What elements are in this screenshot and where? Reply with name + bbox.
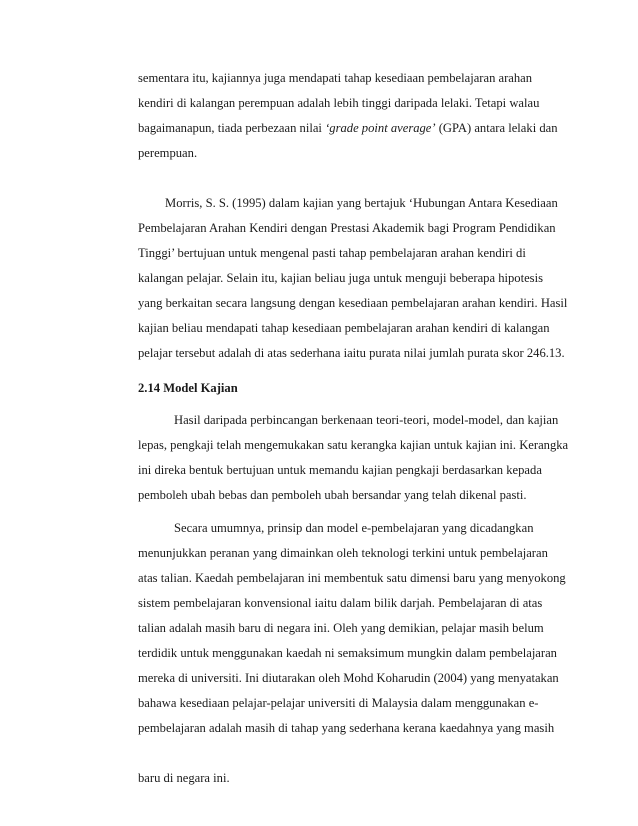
paragraph-2-line-2: Pembelajaran Arahan Kendiri dengan Prestasi Akademik bagi Program Pendidikan [138, 221, 556, 235]
paragraph-2-line-1: Morris, S. S. (1995) dalam kajian yang bertajuk ‘Hubungan Antara Kesediaan [165, 196, 558, 210]
paragraph-4-line-4: sistem pembelajaran konvensional iaitu dalam bilik darjah. Pembelajaran di atas [138, 596, 543, 610]
paragraph-1-line-1: sementara itu, kajiannya juga mendapati tahap kesediaan pembelajaran arahan [138, 71, 533, 85]
paragraph-4-line-3: atas talian. Kaedah pembelajaran ini membentuk satu dimensi baru yang menyokong [138, 571, 566, 585]
paragraph-1-line-2: kendiri di kalangan perempuan adalah lebih tinggi daripada lelaki. Tetapi walau [138, 96, 540, 110]
paragraph-1-line-3-text: bagaimanapun, tiada perbezaan nilai [138, 121, 326, 135]
paragraph-2-line-4: kalangan pelajar. Selain itu, kajian beliau juga untuk menguji beberapa hipotesis [138, 271, 543, 285]
paragraph-4-line-10: baru di negara ini. [138, 771, 230, 785]
paragraph-4-line-5: talian adalah masih baru di negara ini. Oleh yang demikian, pelajar masih belum [138, 621, 544, 635]
section-heading: 2.14 Model Kajian [138, 381, 238, 395]
paragraph-1-line-3 [138, 120, 558, 136]
paragraph-2-line-6: kajian beliau mendapati tahap kesediaan pembelajaran arahan kendiri di kalangan [138, 321, 550, 335]
paragraph-2-line-7: pelajar tersebut adalah di atas sederhana iaitu purata nilai jumlah purata skor 246.13. [138, 346, 565, 360]
paragraph-4-line-1: Secara umumnya, prinsip dan model e-pembelajaran yang dicadangkan [174, 521, 534, 535]
paragraph-4-line-2: menunjukkan peranan yang dimainkan oleh teknologi terkini untuk pembelajaran [138, 546, 548, 560]
paragraph-1-italic-term: ‘grade point average’ [325, 121, 436, 135]
paragraph-2-line-5: yang berkaitan secara langsung dengan kesediaan pembelajaran arahan kendiri. Hasil [138, 296, 568, 310]
paragraph-3-line-3: ini direka bentuk bertujuan untuk memandu kajian pengkaji berdasarkan kepada [138, 463, 542, 477]
paragraph-4-line-7: mereka di universiti. Ini diutarakan oleh Mohd Koharudin (2004) yang menyatakan [138, 671, 559, 685]
paragraph-2-line-3: Tinggi’ bertujuan untuk mengenal pasti tahap pembelajaran arahan kendiri di [138, 246, 526, 260]
paragraph-1-line-4: perempuan. [138, 146, 198, 160]
paragraph-4-line-8: bahawa kesediaan pelajar-pelajar universiti di Malaysia dalam menggunakan e- [138, 696, 539, 710]
paragraph-3-line-1: Hasil daripada perbincangan berkenaan teori-teori, model-model, dan kajian [174, 413, 559, 427]
paragraph-3-line-2: lepas, pengkaji telah mengemukakan satu kerangka kajian untuk kajian ini. Kerangka [138, 438, 569, 452]
paragraph-3-line-4: pemboleh ubah bebas dan pemboleh ubah bersandar yang telah dikenal pasti. [138, 488, 527, 502]
paragraph-1-line-3-tail: (GPA) antara lelaki dan [435, 121, 558, 135]
paragraph-4-line-9: pembelajaran adalah masih di tahap yang sederhana kerana kaedahnya yang masih [138, 721, 555, 735]
paragraph-4-line-6: terdidik untuk menggunakan kaedah ni semaksimum mungkin dalam pembelajaran [138, 646, 557, 660]
